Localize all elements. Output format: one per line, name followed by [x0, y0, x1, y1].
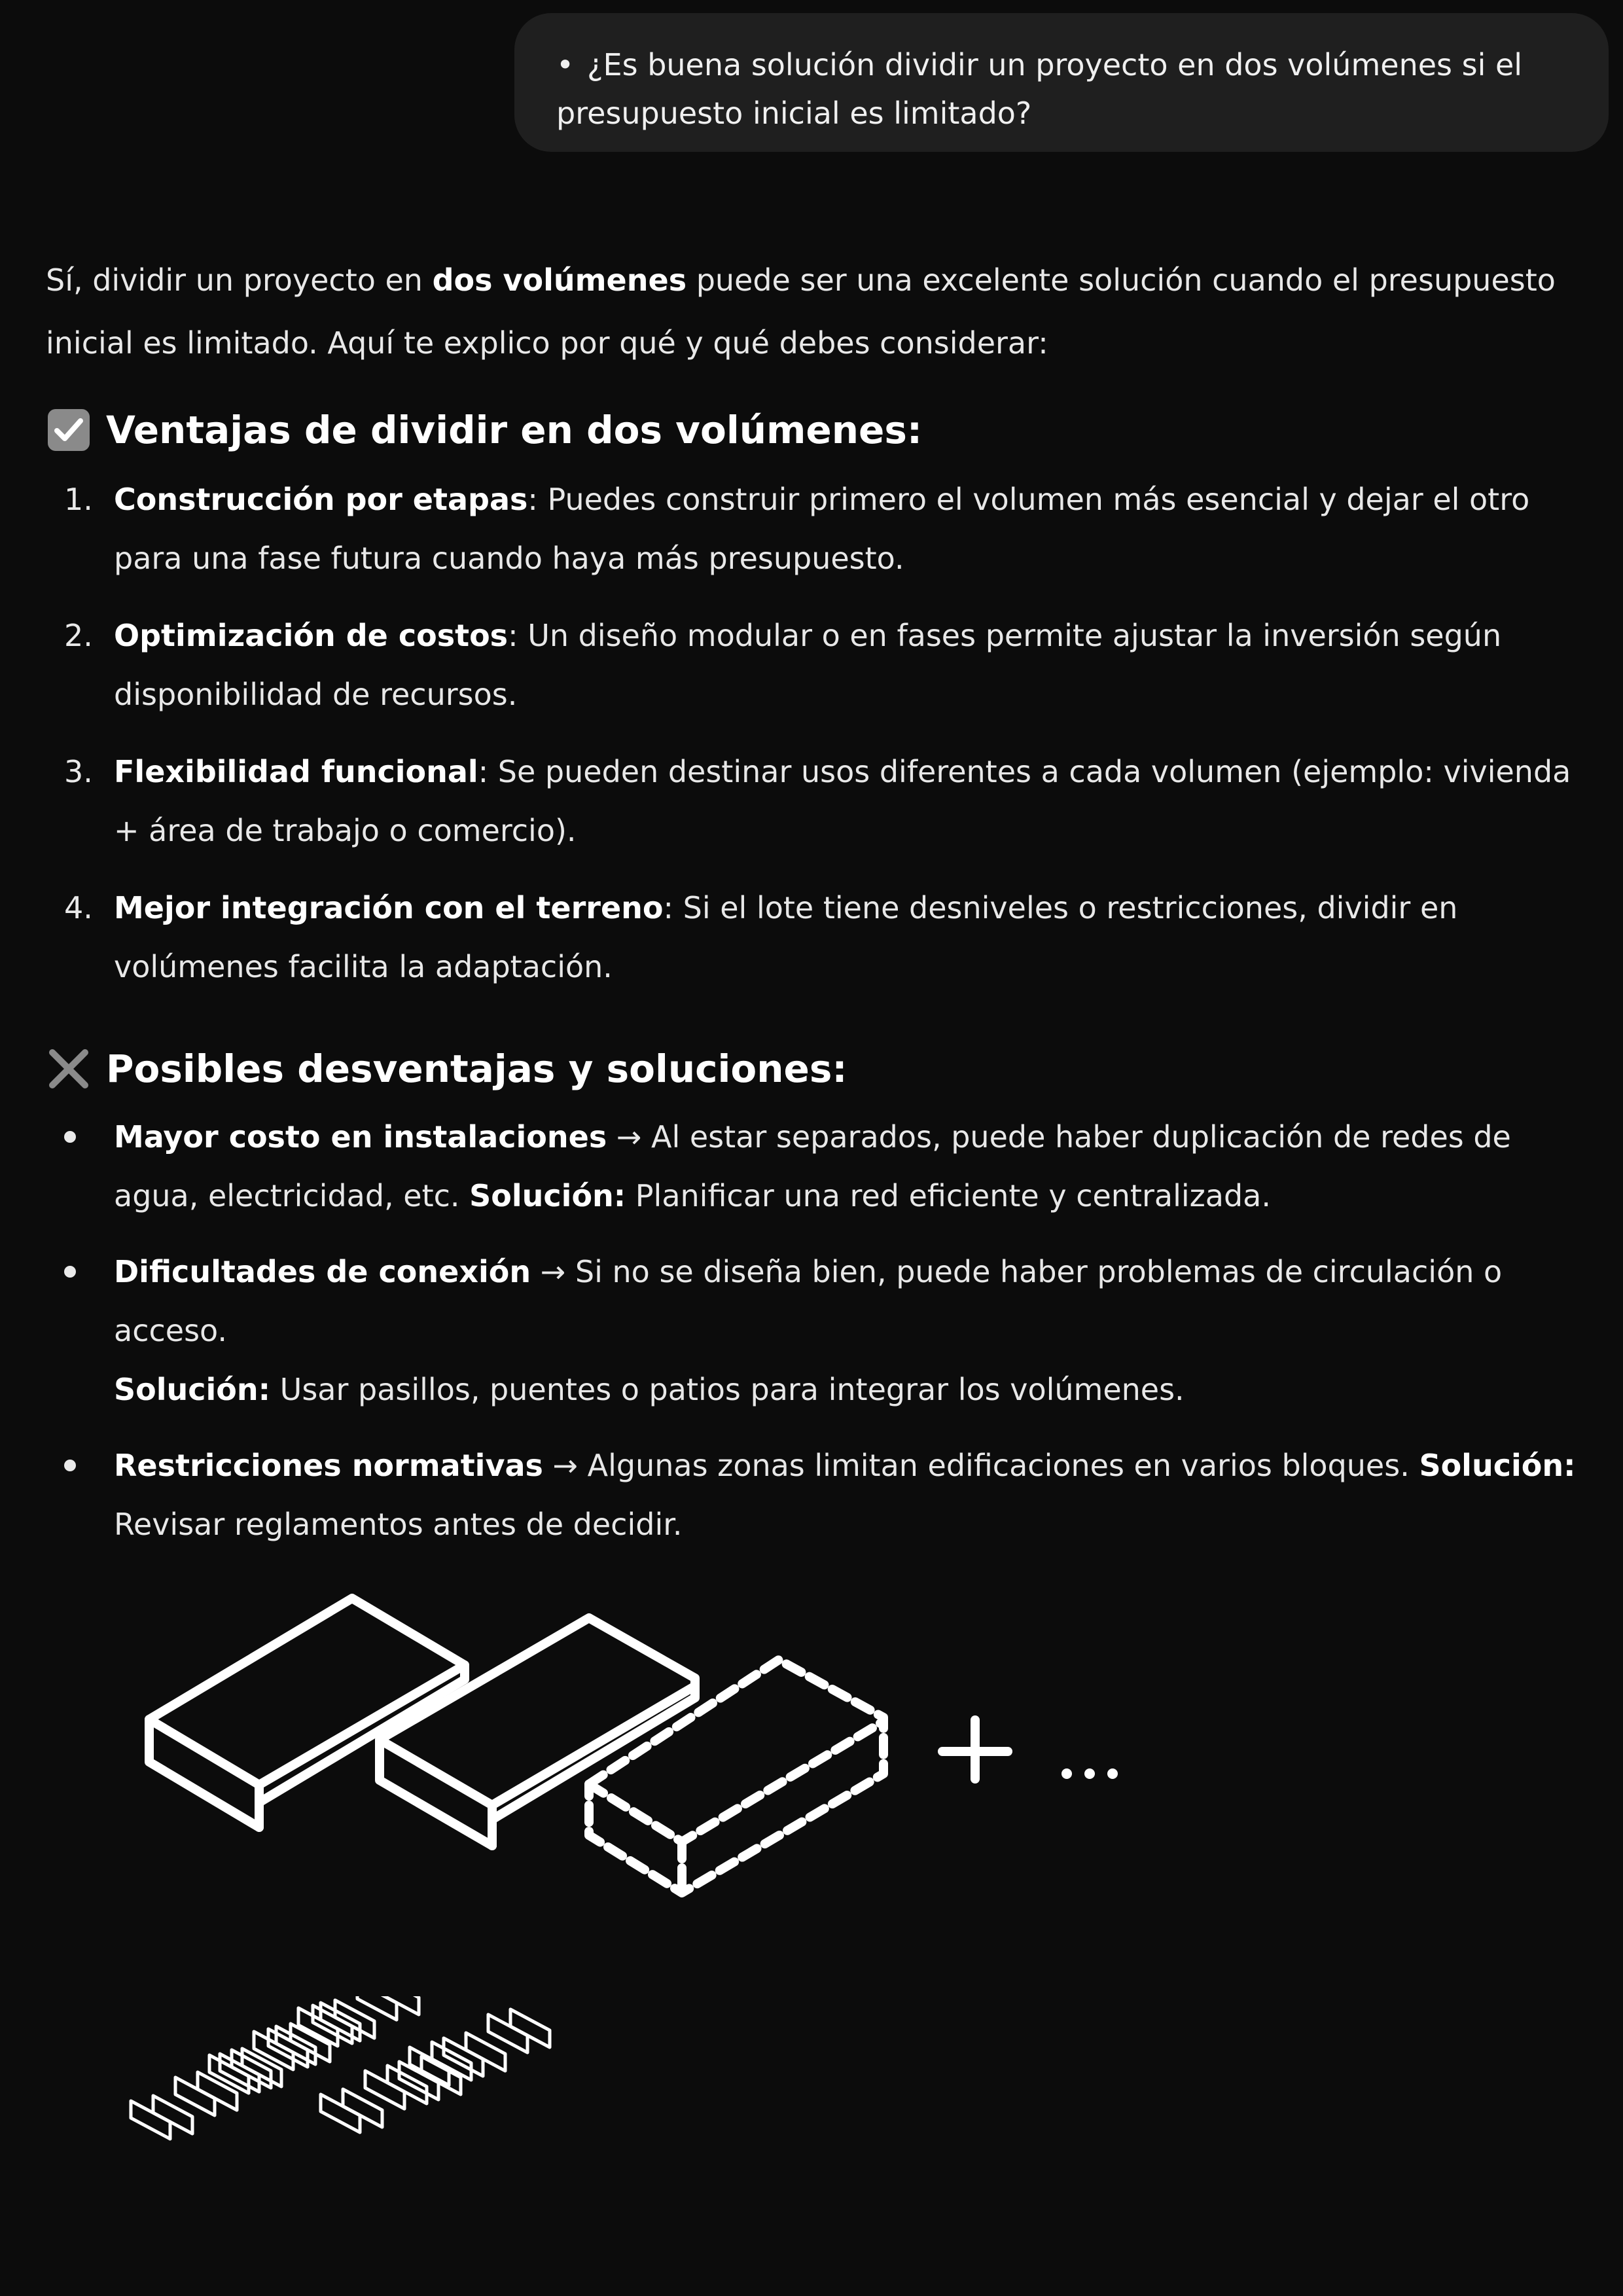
list-item	[46, 742, 1590, 860]
intro-bold: dos volúmenes	[432, 262, 687, 298]
advantages-heading	[46, 401, 1590, 459]
list-number: 2.	[64, 618, 93, 653]
item-text: → Algunas zonas limitan edificaciones en varios bloques.	[543, 1448, 1419, 1483]
modules-illustration	[124, 1996, 622, 2206]
item-bold: Mayor costo en instalaciones	[114, 1119, 607, 1155]
item-bold: Optimización de costos	[114, 618, 508, 653]
item-bold: Dificultades de conexión	[114, 1254, 531, 1289]
module-panel	[510, 2009, 550, 2047]
bullet-dot	[64, 1131, 76, 1143]
advantages-heading-text: Ventajas de dividir en dos volúmenes:	[106, 408, 923, 452]
item-text: : Si el lote tiene desniveles o restricciones, dividir en volúmenes facilita la adaptación.	[114, 890, 1458, 984]
volumes-illustration	[131, 1584, 1152, 1905]
plus-icon	[942, 1720, 1008, 1779]
item-bold: Construcción por etapas	[114, 482, 528, 517]
item-bold: Mejor integración con el terreno	[114, 890, 664, 925]
list-number: 4.	[64, 890, 93, 925]
list-item	[46, 878, 1590, 996]
advantages-list	[46, 470, 1590, 996]
user-message-bubble	[514, 13, 1609, 152]
bullet-dot	[64, 1460, 76, 1471]
ellipsis-icon	[1061, 1768, 1118, 1779]
solution-text: Planificar una red eficiente y centralizada.	[626, 1178, 1271, 1213]
solid-block-2	[380, 1618, 695, 1846]
answer-intro	[46, 249, 1590, 374]
cross-icon	[46, 1046, 92, 1092]
solution-label: Solución:	[469, 1178, 626, 1213]
assistant-answer	[46, 249, 1590, 1554]
item-bold: Restricciones normativas	[114, 1448, 543, 1483]
item-text: : Se pueden destinar usos diferentes a cada volumen (ejemplo: vivienda + área de trabajo o comercio).	[114, 754, 1571, 848]
item-bold: Flexibilidad funcional	[114, 754, 478, 789]
intro-text-2: puede ser una excelente solución cuando el presupuesto inicial es limitado. Aquí te explico por qué y qué debes considerar:	[46, 262, 1556, 361]
check-box-icon	[46, 407, 92, 453]
bullet: •	[556, 47, 575, 82]
disadvantages-list	[46, 1107, 1590, 1554]
disadvantages-heading-text: Posibles desventajas y soluciones:	[106, 1047, 847, 1091]
item-text: : Puedes construir primero el volumen más esencial y dejar el otro para una fase futura cuando haya más presupuesto.	[114, 482, 1530, 576]
list-item	[46, 1436, 1590, 1554]
list-item	[46, 1242, 1590, 1419]
item-text: → Si no se diseña bien, puede haber problemas de circulación o acceso.	[114, 1254, 1503, 1348]
module-panel	[380, 1996, 419, 2015]
intro-text-1: Sí, dividir un proyecto en	[46, 262, 433, 298]
solution-text: Usar pasillos, puentes o patios para integrar los volúmenes.	[270, 1372, 1185, 1407]
list-item	[46, 470, 1590, 588]
user-message-text: ¿Es buena solución dividir un proyecto en dos volúmenes si el presupuesto inicial es limitado?	[556, 47, 1523, 131]
dashed-block	[589, 1660, 883, 1893]
item-text: : Un diseño modular o en fases permite ajustar la inversión según disponibilidad de recursos.	[114, 618, 1502, 712]
list-item	[46, 1107, 1590, 1225]
solution-label: Solución:	[114, 1372, 271, 1407]
list-number: 3.	[64, 754, 93, 789]
bullet-dot	[64, 1266, 76, 1278]
solution-text: Revisar reglamentos antes de decidir.	[114, 1507, 683, 1542]
solution-label: Solución:	[1419, 1448, 1576, 1483]
item-text: → Al estar separados, puede haber duplicación de redes de agua, electricidad, etc.	[114, 1119, 1511, 1213]
list-item	[46, 606, 1590, 724]
disadvantages-heading	[46, 1039, 1590, 1098]
list-number: 1.	[64, 482, 93, 517]
